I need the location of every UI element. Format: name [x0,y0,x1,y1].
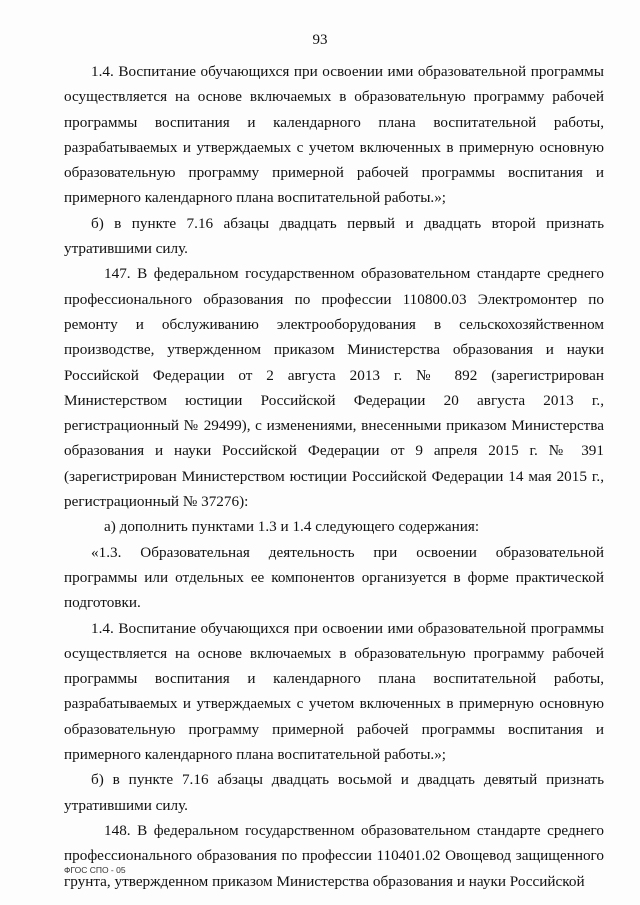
page-number: 93 [312,32,328,48]
paragraph-148: 148. В федеральном государственном образовательном стандарте среднего профессионального образования по профессии 110401.02 Овощевод защищенного грунта, утвержденном приказом Министерства образования и науки Российской [64,821,604,890]
paragraph-147: 147. В федеральном государственном образовательном стандарте среднего профессионального образования по профессии 110800.03 Электромонтер по ремонту и обслуживанию электрооборудования в сельскохозяйственном производстве, утвержденном приказом Министерства образования и науки Российской Федерации от 2 августа 2013 г. № 892 (зарегистрирован Министерством юстиции Российской Федерации 20 августа 2013 г., регистрационный № 29499), с изменениями, внесенными приказом Министерства образования и науки Российской Федерации от 9 апреля 2015 г. № 391 (зарегистрирован Министерством юстиции Российской Федерации 14 мая 2015 г., регистрационный № 37276): [64,265,604,511]
body-text [64,59,604,894]
paragraph-item-a: а) дополнить пунктами 1.3 и 1.4 следующего содержания: [104,518,480,536]
paragraph-item-b-7-16: б) в пункте 7.16 абзацы двадцать первый и двадцать второй признать утратившими силу. [64,214,604,258]
paragraph-item-b-7-16-second: б) в пункте 7.16 абзацы двадцать восьмой и двадцать девятый признать утратившими силу. [64,771,604,814]
paragraph-item-1-4: 1.4. Воспитание обучающихся при освоении ими образовательной программы осуществляется на основе включаемых в образовательную программу рабочей программы воспитания и календарного плана воспитательной работы, разрабатываемых и утверждаемых с учетом включенных в примерную основную образовательную программу примерной рабочей программы воспитания и примерного календарного плана воспитательной работы.»; [64,63,604,207]
paragraph-item-1-3: «1.3. Образовательная деятельность при освоении образовательной программы или отдельных ее компонентов организуется в форме практической подготовки. [64,543,604,612]
paragraph-item-1-4-second: 1.4. Воспитание обучающихся при освоении ими образовательной программы осуществляется на основе включаемых в образовательную программу рабочей программы воспитания и календарного плана воспитательной работы, разрабатываемых и утверждаемых с учетом включенных в примерную основную образовательную программу примерной рабочей программы воспитания и примерного календарного плана воспитательной работы.»; [64,619,604,764]
footer-code: ФГОС СПО - 05 [64,865,126,875]
